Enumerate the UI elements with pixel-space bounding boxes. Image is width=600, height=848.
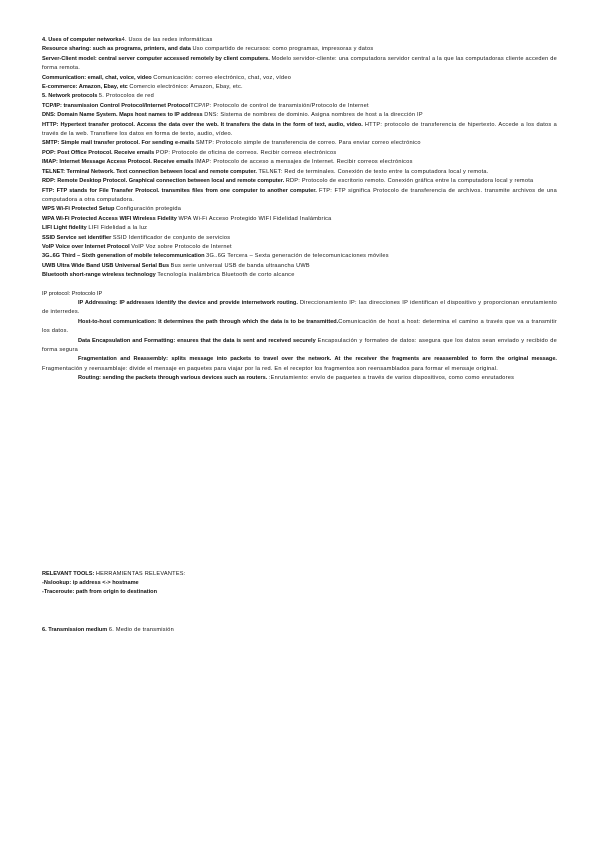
text-es: HTTP: protocolo de transferencia de hipertexto. Accede a los datos a través de la web. Transfiere los datos en forma de texto, audio, vídeo. xyxy=(42,121,557,138)
text-en: WPS Wi-Fi Protected Setup xyxy=(42,206,115,213)
text-en: Data Encapsulation and Formatting: ensures that the data is sent and received securely xyxy=(78,337,316,344)
text-en: VoIP Voice over Internet Protocol xyxy=(42,243,130,250)
text-en: Routing: sending the packets through various devices such as routers. xyxy=(78,375,268,382)
paragraph xyxy=(42,243,557,252)
text-en: Communication: email, chat, voice, video xyxy=(42,74,152,81)
text-en: LIFI Light fidelity xyxy=(42,225,87,232)
text-en: Bluetooth short-range wireless technology xyxy=(42,272,156,279)
paragraph xyxy=(42,102,557,111)
text-es: LIFI Fidelidad a la luz xyxy=(88,225,148,232)
text-es: 3G..6G Tercera – Sexta generación de telecomunicaciones móviles xyxy=(206,253,389,260)
paragraph xyxy=(42,83,557,92)
paragraph xyxy=(42,45,557,54)
paragraph xyxy=(42,121,557,140)
ip-protocol-heading: IP protocol: Protocolo IP xyxy=(42,290,103,297)
text-es: FTP: FTP significa Protocolo de transferencia de archivos. transmite archivos de una computadora a otra computadora. xyxy=(42,187,557,203)
text-es: POP: Protocolo de oficina de correos. Recibir correos electrónicos xyxy=(155,149,337,156)
text-en: FTP: FTP stands for File Transfer Protocol. transmites files from one computer to another computer. xyxy=(42,187,317,194)
text-es: TELNET: Red de terminales. Conexión de texto entre la computadora local y remota. xyxy=(258,168,489,175)
text-es: RDP: Protocolo de escritorio remoto. Conexión gráfica entre la computadora local y remota xyxy=(285,178,534,185)
text-en: HTTP: Hypertext transfer protocol. Access the data over the web. It transfers the data in the form of text, audio, video. xyxy=(42,121,363,128)
text-en: 3G..6G Third – Sixth generation of mobile telecommunication xyxy=(42,253,205,260)
paragraph xyxy=(42,271,557,280)
text-es: DNS: Sistema de nombres de dominio. Asigna nombres de host a la dirección IP xyxy=(204,112,423,119)
paragraph xyxy=(42,374,557,383)
document-page xyxy=(42,36,557,635)
text-en: IMAP: Internet Message Access Protocol. Receive emails xyxy=(42,159,194,166)
paragraph xyxy=(42,262,557,271)
text-en: Host-to-host communication: It determines the path through which the data is to be transmitted. xyxy=(78,318,339,325)
paragraph xyxy=(42,158,557,167)
paragraph xyxy=(42,168,557,177)
text-es: Encapsulación y formateo de datos: asegura que los datos sean enviado y recibido de forma segura xyxy=(42,337,557,353)
tool-item: -Traceroute: path from origin to destination xyxy=(42,589,157,596)
text-en: Fragmentation and Reassembly: splits message into packets to travel over the network. At the receiver the fragments are reassembled to form the original message. xyxy=(78,356,557,363)
text-es: WPA Wi-Fi Acceso Protegido WIFI Fidelidad Inalámbrica xyxy=(178,215,332,222)
text-es: Uso compartido de recursos: como programas, impresoras y datos xyxy=(192,46,374,53)
paragraph xyxy=(42,252,557,261)
text-en: POP: Post Office Protocol. Receive emails xyxy=(42,149,155,156)
heading-en: 6. Transmission medium xyxy=(42,626,108,633)
tools-heading xyxy=(42,570,557,579)
spacer xyxy=(42,598,557,626)
heading-en: 5. Network protocols xyxy=(42,93,98,100)
text-en: Server-Client model: central server computer accessed remotely by client computers. xyxy=(42,55,270,62)
paragraph xyxy=(42,177,557,186)
text-en: TCP/IP: transmission Control Protocol/Internet Protocol xyxy=(42,102,191,109)
text-es: VoIP Voz sobre Protocolo de Internet xyxy=(131,243,232,250)
heading-es: 6. Medio de transmisión xyxy=(108,626,174,633)
text-es: SSID Identificador de conjunto de servicios xyxy=(112,234,231,241)
text-es: Comunicación: correo electrónico, chat, voz, vídeo xyxy=(153,74,292,81)
section-4-heading xyxy=(42,36,557,45)
heading-es: HERRAMIENTAS RELEVANTES: xyxy=(95,570,186,577)
text-en: RDP: Remote Desktop Protocol. Graphical connection between local and remote computer. xyxy=(42,178,285,185)
heading-en: 4. Uses of computer networks xyxy=(42,37,122,43)
text-es: IMAP: Protocolo de acceso a mensajes de Internet. Recibir correos electrónicos xyxy=(195,159,413,166)
text-en: UWB Ultra Wide Band USB Universal Serial Bus xyxy=(42,262,170,269)
text-es: :Enrutamiento: envío de paquetes a través de varios dispositivos, como como enrutadores xyxy=(268,375,515,382)
text-en: IP Addressing: IP addresses identify the device and provide internetwork routing. xyxy=(78,299,298,306)
text-en: SSID Service set identifier xyxy=(42,234,112,241)
paragraph xyxy=(42,74,557,83)
paragraph xyxy=(42,139,557,148)
paragraph xyxy=(42,234,557,243)
paragraph xyxy=(42,55,557,74)
paragraph xyxy=(42,215,557,224)
text-es: Bus serie universal USB de banda ultraancha UWB xyxy=(170,262,310,269)
text-es: Direccionamiento IP: las direcciones IP identifican el dispositivo y proporcionan enrutamiento de interredes. xyxy=(42,299,557,316)
text-es: Comunicación de host a host: determina el camino a través que va a transmitir los datos. xyxy=(42,318,557,335)
paragraph xyxy=(42,337,557,356)
section-6-heading xyxy=(42,626,557,635)
text-en: E-commerce: Amazon, Ebay, etc xyxy=(42,84,128,91)
text-es: Tecnología inalámbrica Bluetooth de corto alcance xyxy=(157,272,295,279)
spacer xyxy=(42,384,557,570)
text-en: TELNET: Terminal Network. Text connection between local and remote computer. xyxy=(42,168,257,175)
heading-es: 4. Usos de las redes informáticas xyxy=(121,37,213,43)
text-es: SMTP: Protocolo simple de transferencia de correo. Para enviar correo electrónico xyxy=(195,140,421,147)
text-en: DNS: Domain Name System. Maps host names to IP address xyxy=(42,112,203,119)
text-en: SMTP: Simple mail transfer protocol. For sending e-mails xyxy=(42,140,195,147)
paragraph xyxy=(42,149,557,158)
text-es: Configuración protegida xyxy=(115,206,182,213)
spacer xyxy=(42,281,557,290)
paragraph xyxy=(42,187,557,206)
text-en: WPA Wi-Fi Protected Access WIFI Wireless Fidelity xyxy=(42,215,177,222)
tool-item: -Nslookup: ip address <-> hostname xyxy=(42,580,139,587)
paragraph xyxy=(42,224,557,233)
paragraph xyxy=(42,111,557,120)
paragraph xyxy=(42,205,557,214)
paragraph xyxy=(42,318,557,337)
paragraph xyxy=(42,299,557,318)
heading-en: RELEVANT TOOLS: xyxy=(42,570,95,577)
heading-es: 5. Protocolos de red xyxy=(98,93,154,100)
text-es: TCP/IP: Protocolo de control de transmisión/Protocolo de Internet xyxy=(190,102,369,109)
text-es: Modelo servidor-cliente: una computadora servidor central a la que las computadoras cliente acceden de forma remota. xyxy=(42,55,557,72)
text-es: Comercio electrónico: Amazon, Ebay, etc. xyxy=(129,84,243,91)
section-5-heading xyxy=(42,92,557,101)
text-es: Fragmentación y reensamblaje: divide el mensaje en paquetes para viajar por la red. En el receptor los fragmentos son reensamblados para formar el mensaje original. xyxy=(42,365,499,372)
text-en: Resource sharing: such as programs, printers, and data xyxy=(42,46,191,53)
paragraph xyxy=(42,355,557,374)
